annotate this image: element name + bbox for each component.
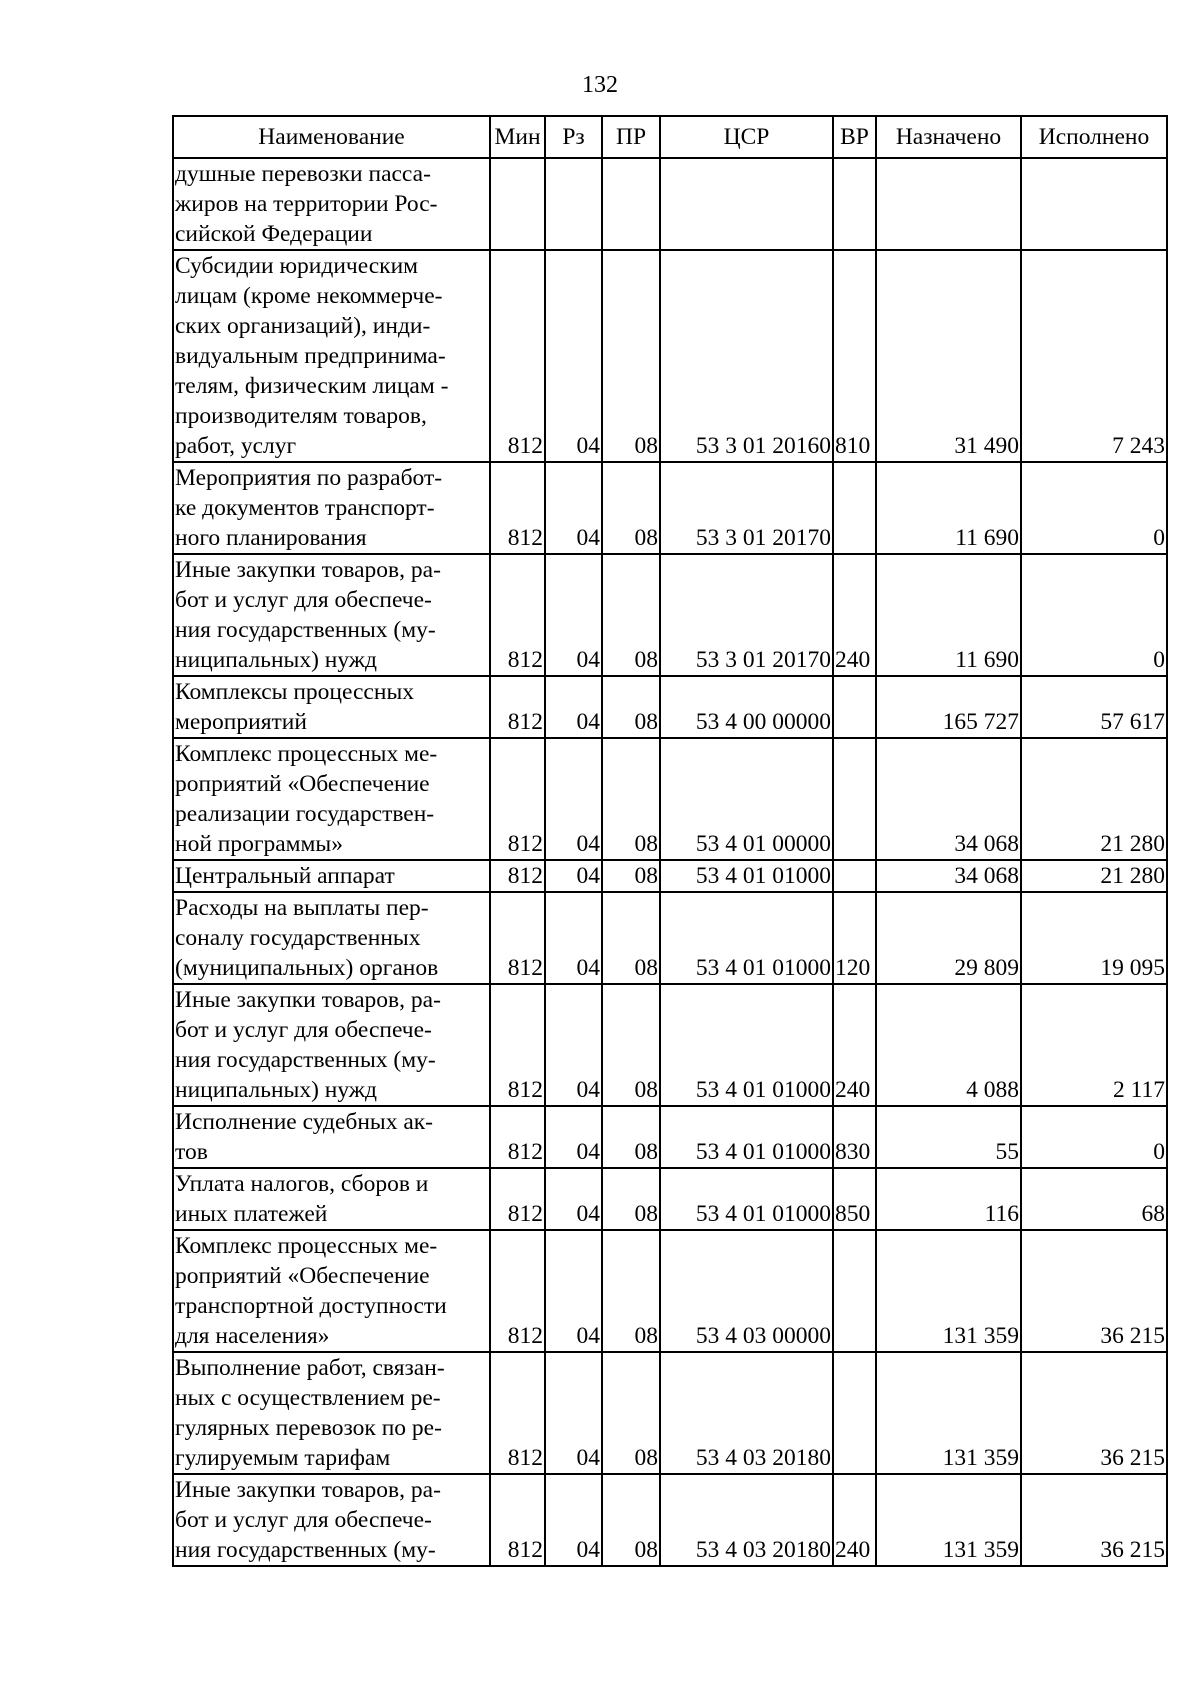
pr-cell: 08 [602, 1352, 660, 1474]
rz-cell: 04 [545, 676, 602, 738]
vr-cell: 240 [833, 984, 876, 1106]
assigned-cell: 34 068 [876, 860, 1021, 892]
rz-cell: 04 [545, 1168, 602, 1230]
rz-cell: 04 [545, 1474, 602, 1566]
name-line: работ, услуг [175, 433, 297, 459]
pr-cell: 08 [602, 676, 660, 738]
pr-cell: 08 [602, 738, 660, 860]
name-cell [173, 1352, 490, 1474]
executed-cell: 0 [1021, 1106, 1167, 1168]
min-cell: 812 [490, 860, 545, 892]
name-line: Иные закупки товаров, ра- [175, 1477, 441, 1503]
name-line: производителям товаров, [175, 403, 427, 429]
name-cell [173, 892, 490, 984]
min-cell: 812 [490, 1230, 545, 1352]
executed-cell: 36 215 [1021, 1230, 1167, 1352]
name-line: бот и услуг для обеспече- [175, 587, 432, 613]
assigned-cell: 165 727 [876, 676, 1021, 738]
name-cell [173, 860, 490, 892]
name-cell [173, 1106, 490, 1168]
name-cell [173, 676, 490, 738]
pr-cell [602, 158, 660, 250]
min-cell: 812 [490, 676, 545, 738]
table-row [173, 984, 1167, 1106]
name-line: транспортной доступности [175, 1293, 447, 1319]
name-line: ке документов транспорт- [175, 495, 435, 521]
csr-cell: 53 3 01 20160 [660, 250, 833, 462]
name-line: сийской Федерации [175, 221, 373, 247]
vr-cell: 240 [833, 554, 876, 676]
csr-cell: 53 4 01 01000 [660, 1168, 833, 1230]
name-line: Комплексы процессных [175, 679, 414, 705]
table-row [173, 676, 1167, 738]
name-line: Выполнение работ, связан- [175, 1355, 445, 1381]
vr-cell: 120 [833, 892, 876, 984]
page-number: 132 [582, 72, 618, 98]
rz-cell: 04 [545, 738, 602, 860]
rz-cell: 04 [545, 984, 602, 1106]
pr-cell: 08 [602, 1230, 660, 1352]
name-line: лицам (кроме некоммерче- [175, 283, 443, 309]
assigned-cell: 11 690 [876, 462, 1021, 554]
rz-cell: 04 [545, 250, 602, 462]
name-line: Расходы на выплаты пер- [175, 895, 429, 921]
vr-cell: 240 [833, 1474, 876, 1566]
table-row [173, 1352, 1167, 1474]
pr-cell: 08 [602, 1168, 660, 1230]
budget-table [172, 115, 1168, 1567]
table-row [173, 1230, 1167, 1352]
name-line: Мероприятия по разработ- [175, 465, 443, 491]
csr-cell: 53 3 01 20170 [660, 554, 833, 676]
pr-cell: 08 [602, 462, 660, 554]
vr-cell [833, 738, 876, 860]
name-line: ниципальных) нужд [175, 1077, 377, 1103]
executed-cell: 21 280 [1021, 860, 1167, 892]
min-cell: 812 [490, 1168, 545, 1230]
csr-cell: 53 4 01 01000 [660, 1106, 833, 1168]
min-cell: 812 [490, 250, 545, 462]
name-cell [173, 1168, 490, 1230]
executed-cell: 7 243 [1021, 250, 1167, 462]
header-vr: ВР [833, 116, 876, 158]
assigned-cell: 116 [876, 1168, 1021, 1230]
name-line: ниципальных) нужд [175, 647, 377, 673]
csr-cell: 53 4 03 20180 [660, 1352, 833, 1474]
name-line: ной программы» [175, 831, 343, 857]
table-row [173, 554, 1167, 676]
name-cell [173, 250, 490, 462]
vr-cell [833, 1230, 876, 1352]
header-assigned: Назначено [876, 116, 1021, 158]
vr-cell: 850 [833, 1168, 876, 1230]
name-cell [173, 738, 490, 860]
csr-cell: 53 3 01 20170 [660, 462, 833, 554]
table-row [173, 892, 1167, 984]
executed-cell: 19 095 [1021, 892, 1167, 984]
name-line: для населения» [175, 1323, 330, 1349]
rz-cell: 04 [545, 1352, 602, 1474]
name-line: мероприятий [175, 709, 307, 735]
name-cell [173, 1474, 490, 1566]
table-row [173, 462, 1167, 554]
name-line: душные перевозки пасса- [175, 161, 431, 187]
assigned-cell: 55 [876, 1106, 1021, 1168]
executed-cell: 0 [1021, 554, 1167, 676]
name-line: (муниципальных) органов [175, 955, 439, 981]
name-line: гулярных перевозок по ре- [175, 1415, 442, 1441]
name-line: видуальным предпринима- [175, 343, 446, 369]
name-line: Центральный аппарат [175, 863, 395, 889]
vr-cell: 830 [833, 1106, 876, 1168]
name-line: соналу государственных [175, 925, 421, 951]
min-cell: 812 [490, 554, 545, 676]
assigned-cell: 4 088 [876, 984, 1021, 1106]
name-line: Исполнение судебных ак- [175, 1109, 434, 1135]
header-executed: Исполнено [1021, 116, 1167, 158]
name-line: тов [175, 1139, 208, 1165]
csr-cell: 53 4 03 00000 [660, 1230, 833, 1352]
assigned-cell: 131 359 [876, 1352, 1021, 1474]
executed-cell: 57 617 [1021, 676, 1167, 738]
header-csr: ЦСР [660, 116, 833, 158]
header-pr: ПР [602, 116, 660, 158]
table-row [173, 860, 1167, 892]
rz-cell [545, 158, 602, 250]
rz-cell: 04 [545, 462, 602, 554]
pr-cell: 08 [602, 892, 660, 984]
rz-cell: 04 [545, 554, 602, 676]
csr-cell: 53 4 01 01000 [660, 860, 833, 892]
pr-cell: 08 [602, 250, 660, 462]
table-row [173, 738, 1167, 860]
min-cell [490, 158, 545, 250]
name-cell [173, 554, 490, 676]
executed-cell [1021, 158, 1167, 250]
min-cell: 812 [490, 1352, 545, 1474]
name-line: Иные закупки товаров, ра- [175, 987, 441, 1013]
name-line: ния государственных (му- [175, 1537, 436, 1563]
assigned-cell: 11 690 [876, 554, 1021, 676]
pr-cell: 08 [602, 984, 660, 1106]
header-min: Мин [490, 116, 545, 158]
executed-cell: 36 215 [1021, 1352, 1167, 1474]
name-line: ния государственных (му- [175, 617, 436, 643]
name-line: ния государственных (му- [175, 1047, 436, 1073]
rz-cell: 04 [545, 1230, 602, 1352]
min-cell: 812 [490, 984, 545, 1106]
pr-cell: 08 [602, 860, 660, 892]
name-line: роприятий «Обеспечение [175, 771, 430, 797]
csr-cell [660, 158, 833, 250]
csr-cell: 53 4 01 01000 [660, 892, 833, 984]
name-line: гулируемым тарифам [175, 1445, 391, 1471]
assigned-cell: 31 490 [876, 250, 1021, 462]
pr-cell: 08 [602, 1474, 660, 1566]
name-line: Комплекс процессных ме- [175, 741, 438, 767]
name-line: Уплата налогов, сборов и [175, 1171, 429, 1197]
vr-cell [833, 676, 876, 738]
executed-cell: 2 117 [1021, 984, 1167, 1106]
table-row [173, 1474, 1167, 1566]
name-line: иных платежей [175, 1201, 328, 1227]
name-cell [173, 462, 490, 554]
executed-cell: 68 [1021, 1168, 1167, 1230]
assigned-cell: 131 359 [876, 1230, 1021, 1352]
name-line: Субсидии юридическим [175, 253, 419, 279]
name-cell [173, 158, 490, 250]
table-header-row [173, 116, 1167, 158]
rz-cell: 04 [545, 860, 602, 892]
name-cell [173, 1230, 490, 1352]
name-line: ских организаций), инди- [175, 313, 431, 339]
header-name: Наименование [173, 116, 490, 158]
vr-cell [833, 462, 876, 554]
executed-cell: 0 [1021, 462, 1167, 554]
name-line: бот и услуг для обеспече- [175, 1507, 432, 1533]
rz-cell: 04 [545, 1106, 602, 1168]
table-row [173, 158, 1167, 250]
name-cell [173, 984, 490, 1106]
table-body [173, 158, 1167, 1566]
vr-cell: 810 [833, 250, 876, 462]
executed-cell: 21 280 [1021, 738, 1167, 860]
name-line: Комплекс процессных ме- [175, 1233, 438, 1259]
header-rz: Рз [545, 116, 602, 158]
vr-cell [833, 1352, 876, 1474]
min-cell: 812 [490, 892, 545, 984]
min-cell: 812 [490, 738, 545, 860]
csr-cell: 53 4 03 20180 [660, 1474, 833, 1566]
vr-cell [833, 860, 876, 892]
pr-cell: 08 [602, 1106, 660, 1168]
table-row [173, 1106, 1167, 1168]
min-cell: 812 [490, 462, 545, 554]
name-line: роприятий «Обеспечение [175, 1263, 430, 1289]
name-line: ного планирования [175, 525, 367, 551]
pr-cell: 08 [602, 554, 660, 676]
assigned-cell: 34 068 [876, 738, 1021, 860]
name-line: жиров на территории Рос- [175, 191, 438, 217]
csr-cell: 53 4 01 01000 [660, 984, 833, 1106]
name-line: Иные закупки товаров, ра- [175, 557, 441, 583]
name-line: реализации государствен- [175, 801, 435, 827]
table-row [173, 250, 1167, 462]
name-line: ных с осуществлением ре- [175, 1385, 441, 1411]
rz-cell: 04 [545, 892, 602, 984]
executed-cell: 36 215 [1021, 1474, 1167, 1566]
table-row [173, 1168, 1167, 1230]
min-cell: 812 [490, 1474, 545, 1566]
vr-cell [833, 158, 876, 250]
name-line: бот и услуг для обеспече- [175, 1017, 432, 1043]
min-cell: 812 [490, 1106, 545, 1168]
csr-cell: 53 4 00 00000 [660, 676, 833, 738]
assigned-cell: 131 359 [876, 1474, 1021, 1566]
csr-cell: 53 4 01 00000 [660, 738, 833, 860]
name-line: телям, физическим лицам - [175, 373, 449, 399]
assigned-cell [876, 158, 1021, 250]
assigned-cell: 29 809 [876, 892, 1021, 984]
